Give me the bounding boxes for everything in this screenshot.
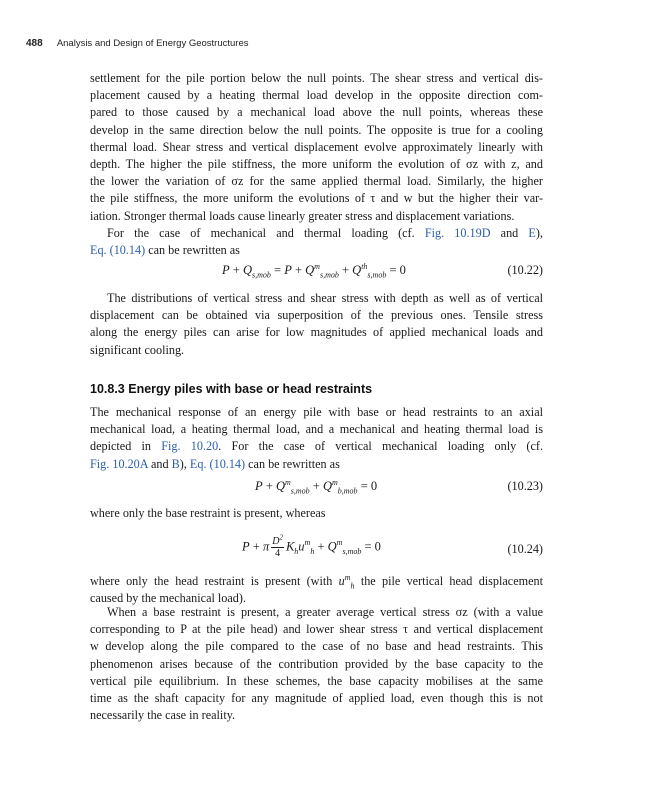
text-line: the pile stiffness, the more uniform the evolutions of τ and w but the higher their var- [90, 191, 543, 206]
text-line: displacement can be obtained via superposition of the previous ones. Tensile stress [90, 308, 543, 323]
text-line: mechanical load, a heating thermal load, and a mechanical and heating thermal load is [90, 422, 543, 437]
text-line: corresponding to P at the pile head) and lower shear stress τ and vertical displacement [90, 622, 543, 637]
paragraph-3 [90, 290, 543, 359]
text-line: w develop along the pile compared to the case of no base and head restraints. This [90, 639, 543, 654]
text-line: time as the shaft capacity for any magnitude of applied load, even though this is not [90, 691, 543, 706]
section-heading: 10.8.3 Energy piles with base or head restraints [90, 382, 373, 396]
figure-link[interactable]: Fig. 10.20 [161, 439, 219, 454]
running-header [26, 38, 249, 49]
page-number: 488 [26, 38, 43, 49]
paragraph-4 [90, 404, 543, 473]
text-line: Fig. 10.20A and B), Eq. (10.14) can be rewritten as [90, 456, 340, 471]
text-line: along the energy piles can arise for low magnitudes of applied mechanical loads and [90, 325, 543, 340]
paragraph-6 [90, 604, 543, 724]
equation-link[interactable]: Eq. (10.14) [90, 243, 146, 258]
text-line: thermal load. Shear stress and vertical displacement evolve approximately linearly with [90, 139, 543, 154]
equation-link[interactable]: Eq. (10.14) [189, 456, 246, 471]
equation-number: (10.24) [507, 542, 543, 556]
figure-link[interactable]: Fig. 10.19D [424, 226, 491, 240]
equation-number: (10.22) [507, 263, 543, 277]
equation-10-23 [90, 479, 543, 499]
text-line: the lower the variation of σz for the same applied thermal load. Similarly, the higher [90, 174, 543, 189]
text-line: pared to those caused by a mechanical load above the null points, whereas these [90, 105, 543, 120]
figure-link[interactable]: E [528, 226, 536, 240]
text-line: develop in the same direction below the null points. The opposite is true for a cooling [90, 122, 543, 137]
equation-formula: P + π $\frac{D^2}{4}$ $K_hu^m_h + Q^m_{s,mob} = 0$ [242, 533, 381, 559]
text-line: The mechanical response of an energy pile with base or head restraints to an axial [90, 405, 543, 419]
paragraph-2 [90, 225, 543, 259]
text-line: where only the base restraint is present, whereas [90, 506, 326, 520]
text-line: caused by the mechanical load). [90, 591, 246, 606]
text-line: For the case of mechanical and thermal loading (cf. Fig. 10.19D and E), [107, 226, 543, 240]
text-line: significant cooling. [90, 342, 185, 357]
paragraph-5 [90, 573, 543, 607]
text-line: phenomenon arises because of the contribution provided by the base capacity to the [90, 656, 543, 671]
text-line: When a base restraint is present, a greater average vertical stress σz (with a value [107, 605, 543, 619]
equation-formula: $P + Q_{s,mob} = P + Q^m_{s,mob} + Q^{th}_{s,mob} = 0$ [222, 261, 406, 280]
text-line: placement caused by a heating thermal load develop in the opposite direction com- [90, 88, 543, 103]
text-line: where only the head restraint is present (with $u^m_h$ the pile vertical head displacement [90, 572, 543, 591]
text-line: necessarily the case in reality. [90, 708, 236, 723]
running-title: Analysis and Design of Energy Geostructures [56, 38, 249, 49]
text-line: settlement for the pile portion below the null points. The shear stress and vertical dis- [90, 71, 543, 85]
text-line: Eq. (10.14) can be rewritten as [90, 243, 240, 258]
text-line: iation. Stronger thermal loads cause linearly greater stress and displacement variations. [90, 208, 515, 223]
text-line: depicted in Fig. 10.20. For the case of vertical mechanical loading only (cf. [90, 439, 543, 454]
fraction: $\frac{D^2}{4}$ [272, 533, 283, 559]
figure-link[interactable]: Fig. 10.20A [90, 456, 148, 471]
equation-formula: $P + Q^m_{s,mob} + Q^m_{b,mob} = 0$ [255, 477, 378, 496]
equation-10-24 [90, 533, 543, 568]
paragraph-1 [90, 70, 543, 225]
text-line: vertical pile equilibrium. In these schemes, the base capacity mobilises at the same [90, 673, 543, 688]
equation-10-22 [90, 263, 543, 283]
equation-number: (10.23) [507, 479, 543, 493]
text-line: depth. The higher the pile stiffness, the more uniform the evolution of σz with z, and [90, 157, 543, 172]
text-line: The distributions of vertical stress and shear stress with depth as well as of vertical [107, 291, 543, 305]
figure-link[interactable]: B [171, 456, 180, 471]
paragraph-between-equations [90, 505, 543, 522]
